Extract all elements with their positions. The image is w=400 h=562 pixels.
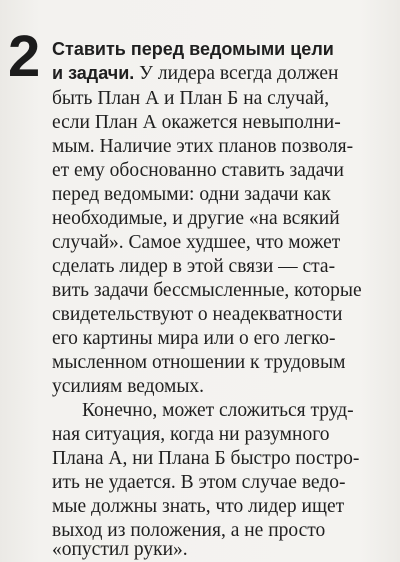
- p1-line: мысленном отношении к трудовым: [52, 352, 346, 373]
- p1-line: вить задачи бессмысленные, которые: [52, 280, 362, 301]
- p1-line: ет ему обоснованно ставить задачи: [52, 160, 344, 181]
- heading-line-1: Ставить перед ведомыми цели: [52, 39, 334, 59]
- p2-line: ить не удается. В этом случае ведо-: [52, 472, 346, 493]
- p2-line: мые должны знать, что лидер ищет: [52, 496, 345, 517]
- p1-line: необходимые, и другие «на всякий: [52, 208, 340, 229]
- p1-line: случай». Самое худшее, что может: [52, 232, 341, 253]
- p2-line: Конечно, может сложиться труд-: [82, 400, 354, 421]
- p1-line: перед ведомыми: одни задачи как: [52, 184, 331, 205]
- p1-line: сделать лидер в этой связи — ста-: [52, 256, 336, 277]
- p1-line: быть План А и План Б на случай,: [52, 88, 330, 109]
- p2-line: ная ситуация, когда ни разумного: [52, 424, 330, 445]
- p1-line: его картины мира или о его легко-: [52, 328, 336, 349]
- p2-line: «опустил руки».: [52, 539, 188, 560]
- p1-line: мым. Наличие этих планов позволя-: [52, 136, 354, 157]
- heading-line-2-row: [52, 62, 388, 85]
- p1-line: усилиям ведомых.: [52, 376, 205, 397]
- p1-line: если План А окажется невыполни-: [52, 112, 341, 133]
- p2-line: Плана А, ни Плана Б быстро постро-: [52, 448, 360, 469]
- item-number: 2: [8, 24, 41, 89]
- p1-line: свидетельствуют о неадекватности: [52, 304, 343, 325]
- p2-line: выход из положения, а не просто: [52, 520, 326, 541]
- paragraph1-first-line: У лидера всегда должен: [139, 63, 339, 84]
- heading-line-2: и задачи.: [52, 63, 135, 83]
